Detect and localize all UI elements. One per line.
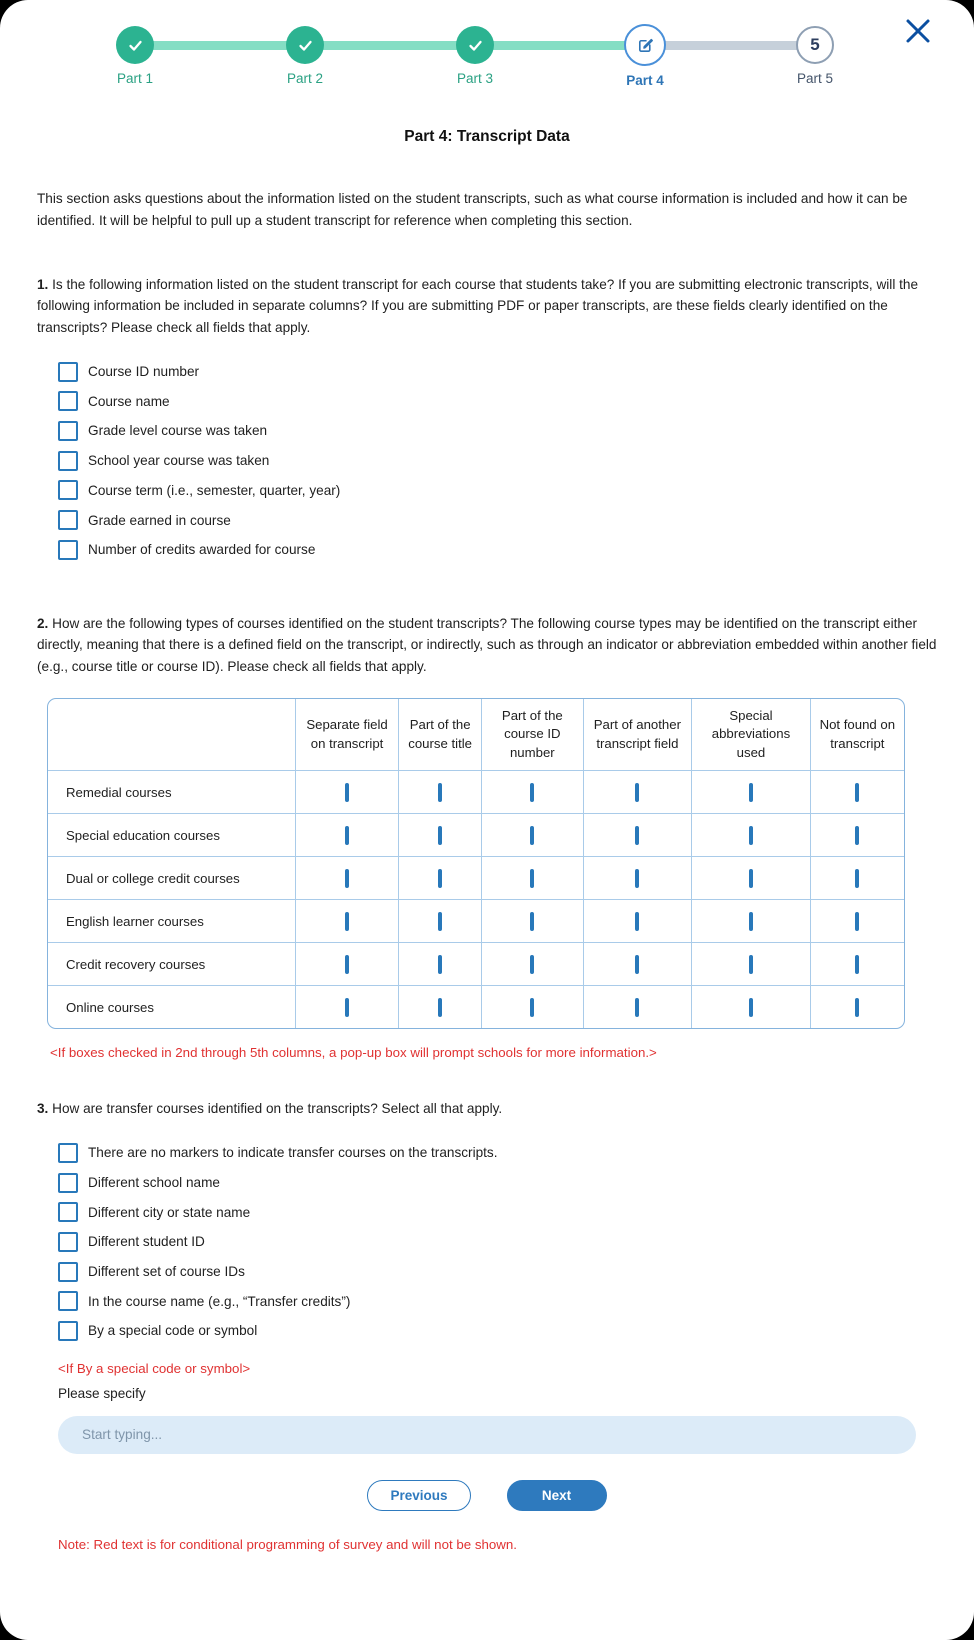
- checkbox[interactable]: [58, 1143, 78, 1163]
- checkbox[interactable]: [635, 783, 639, 802]
- table-cell: [810, 942, 904, 985]
- q1-option: [37, 416, 937, 446]
- course-types-table: [47, 698, 905, 1029]
- checkbox[interactable]: [855, 869, 859, 888]
- q3-option: [37, 1257, 937, 1287]
- column-header: Part of the course title: [398, 699, 481, 770]
- option-label: Different student ID: [88, 1234, 205, 1250]
- checkbox[interactable]: [635, 998, 639, 1017]
- step-number: 5: [810, 35, 820, 54]
- checkbox[interactable]: [438, 998, 442, 1017]
- q3-conditional-note: <If By a special code or symbol>: [58, 1360, 251, 1376]
- step-label: Part 4: [626, 73, 664, 88]
- table-cell: [295, 942, 398, 985]
- check-icon: [296, 36, 315, 55]
- table-cell: [583, 856, 692, 899]
- table-cell: [398, 856, 481, 899]
- q1-option: [37, 505, 937, 535]
- checkbox[interactable]: [58, 391, 78, 411]
- checkbox[interactable]: [58, 540, 78, 560]
- table-cell: [295, 813, 398, 856]
- table-cell: [295, 856, 398, 899]
- checkbox[interactable]: [58, 1173, 78, 1193]
- question-1-number: 1.: [37, 276, 49, 292]
- checkbox[interactable]: [58, 1291, 78, 1311]
- row-label: Online courses: [48, 985, 295, 1028]
- column-header: Not found on transcript: [810, 699, 904, 770]
- table-cell: [691, 985, 809, 1028]
- check-icon: [126, 36, 145, 55]
- checkbox[interactable]: [58, 1262, 78, 1282]
- checkbox[interactable]: [58, 1321, 78, 1341]
- checkbox[interactable]: [855, 783, 859, 802]
- stepper-step-part-4[interactable]: [560, 12, 730, 88]
- table-row: [48, 899, 904, 942]
- table-cell: [481, 899, 582, 942]
- table-cell: [691, 942, 809, 985]
- step-label: Part 1: [116, 71, 154, 86]
- checkbox[interactable]: [438, 955, 442, 974]
- table-cell: [583, 942, 692, 985]
- checkbox[interactable]: [635, 955, 639, 974]
- checkbox[interactable]: [58, 451, 78, 471]
- column-header: Separate field on transcript: [295, 699, 398, 770]
- column-header: Part of the course ID number: [481, 699, 582, 770]
- page-title: Part 4: Transcript Data: [404, 128, 570, 145]
- option-label: Course name: [88, 393, 170, 409]
- option-label: Different city or state name: [88, 1204, 251, 1220]
- table-cell: [583, 899, 692, 942]
- question-1-body: Is the following information listed on the student transcript for each course that students take? If you are submitting electronic transcripts, will the following information be included in separate columns? If you are submitting PDF or paper transcripts, are these fields clearly identified on the transcripts? Please check all fields that apply.: [37, 276, 919, 335]
- q3-option: [37, 1227, 937, 1257]
- checkbox[interactable]: [345, 783, 349, 802]
- q1-option: [37, 476, 937, 506]
- edit-icon: [636, 36, 655, 55]
- question-3-body: How are transfer courses identified on the transcripts? Select all that apply.: [48, 1101, 503, 1117]
- option-label: Grade earned in course: [88, 512, 231, 528]
- table-corner-cell: [48, 699, 295, 770]
- checkbox[interactable]: [58, 480, 78, 500]
- step-complete-circle[interactable]: [116, 26, 154, 64]
- progress-stepper: [0, 12, 974, 92]
- checkbox[interactable]: [58, 362, 78, 382]
- checkbox[interactable]: [438, 912, 442, 931]
- stepper-step-part-2[interactable]: [220, 12, 390, 88]
- checkbox[interactable]: [749, 955, 753, 974]
- table-cell: [810, 899, 904, 942]
- q1-option: [37, 535, 937, 565]
- specify-label: Please specify: [58, 1385, 146, 1401]
- checkbox[interactable]: [530, 826, 534, 845]
- table-cell: [810, 813, 904, 856]
- question-2-number: 2.: [37, 615, 49, 631]
- checkbox[interactable]: [345, 912, 349, 931]
- stepper-step-part-1[interactable]: [50, 12, 220, 88]
- previous-button[interactable]: Previous: [367, 1480, 470, 1511]
- checkbox[interactable]: [749, 826, 753, 845]
- q1-option: [37, 357, 937, 387]
- table-cell: [398, 770, 481, 813]
- option-label: Different school name: [88, 1175, 220, 1191]
- checkbox[interactable]: [438, 869, 442, 888]
- table-cell: [691, 813, 809, 856]
- checkbox[interactable]: [635, 869, 639, 888]
- table-header-row: [48, 699, 904, 770]
- q3-option: [37, 1138, 937, 1168]
- checkbox[interactable]: [635, 826, 639, 845]
- check-icon: [466, 36, 485, 55]
- row-label: Special education courses: [48, 813, 295, 856]
- step-upcoming-circle[interactable]: [796, 26, 834, 64]
- step-label: Part 5: [796, 71, 834, 86]
- checkbox[interactable]: [58, 510, 78, 530]
- table-cell: [691, 770, 809, 813]
- table-cell: [398, 813, 481, 856]
- table-cell: [481, 813, 582, 856]
- step-complete-circle[interactable]: [286, 26, 324, 64]
- checkbox[interactable]: [855, 955, 859, 974]
- intro-text: This section asks questions about the information listed on the student transcripts, such as what course information is included and how it can be identified. It will be helpful to pull up a student transcript for reference when completing this section.: [37, 191, 908, 228]
- q3-option: [37, 1168, 937, 1198]
- option-label: By a special code or symbol: [88, 1323, 258, 1339]
- option-label: Number of credits awarded for course: [88, 542, 316, 558]
- table-cell: [810, 770, 904, 813]
- table-row: [48, 985, 904, 1028]
- specify-input[interactable]: [58, 1416, 916, 1454]
- checkbox[interactable]: [749, 998, 753, 1017]
- table-row: [48, 770, 904, 813]
- table-cell: [810, 856, 904, 899]
- navigation-buttons: [37, 1480, 937, 1511]
- row-label: English learner courses: [48, 899, 295, 942]
- stepper-step-part-3[interactable]: [390, 12, 560, 88]
- q3-option: [37, 1316, 937, 1346]
- table-cell: [691, 856, 809, 899]
- table-cell: [398, 899, 481, 942]
- table-cell: [583, 813, 692, 856]
- table-cell: [583, 985, 692, 1028]
- checkbox[interactable]: [345, 998, 349, 1017]
- checkbox[interactable]: [749, 783, 753, 802]
- table-body: [48, 770, 904, 1028]
- column-header: Part of another transcript field: [583, 699, 692, 770]
- table-cell: [691, 899, 809, 942]
- option-label: Grade level course was taken: [88, 423, 268, 439]
- table-header: [48, 699, 904, 770]
- option-label: School year course was taken: [88, 453, 270, 469]
- checkbox[interactable]: [530, 998, 534, 1017]
- table-cell: [481, 942, 582, 985]
- table-cell: [583, 770, 692, 813]
- checkbox[interactable]: [855, 998, 859, 1017]
- option-label: There are no markers to indicate transfer courses on the transcripts.: [88, 1145, 498, 1161]
- table-cell: [398, 985, 481, 1028]
- q3-option: [37, 1197, 937, 1227]
- checkbox[interactable]: [58, 421, 78, 441]
- row-label: Remedial courses: [48, 770, 295, 813]
- table-cell: [295, 770, 398, 813]
- question-3-text: [37, 1098, 937, 1120]
- footer-note: Note: Red text is for conditional programming of survey and will not be shown.: [58, 1536, 517, 1552]
- checkbox[interactable]: [749, 912, 753, 931]
- close-button[interactable]: [902, 16, 934, 48]
- row-label: Dual or college credit courses: [48, 856, 295, 899]
- checkbox[interactable]: [855, 912, 859, 931]
- checkbox[interactable]: [438, 826, 442, 845]
- checkbox[interactable]: [58, 1202, 78, 1222]
- table-cell: [481, 985, 582, 1028]
- checkbox[interactable]: [58, 1232, 78, 1252]
- option-label: Different set of course IDs: [88, 1264, 245, 1280]
- table-cell: [398, 942, 481, 985]
- checkbox[interactable]: [635, 912, 639, 931]
- question-2-text: [37, 613, 937, 678]
- q3-option: [37, 1286, 937, 1316]
- question-2-body: How are the following types of courses identified on the student transcripts? The following course types may be identified on the transcript either directly, meaning that there is a defined field on the transcript, or indirectly, such as through an indicator or abbreviation embedded within another field (e.g., course title or course ID). Please check all fields that apply.: [37, 615, 937, 675]
- table-cell: [810, 985, 904, 1028]
- question-1-text: [37, 274, 937, 339]
- checkbox[interactable]: [345, 955, 349, 974]
- step-label: Part 2: [286, 71, 324, 86]
- checkbox[interactable]: [530, 912, 534, 931]
- q2-conditional-note: <If boxes checked in 2nd through 5th columns, a pop-up box will prompt schools for more information.>: [50, 1045, 657, 1061]
- step-current-circle[interactable]: [624, 24, 666, 66]
- checkbox[interactable]: [345, 826, 349, 845]
- q1-option: [37, 446, 937, 476]
- table-cell: [481, 856, 582, 899]
- checkbox[interactable]: [530, 955, 534, 974]
- q1-option: [37, 386, 937, 416]
- question-3-options: [37, 1138, 937, 1346]
- step-label: Part 3: [456, 71, 494, 86]
- table-cell: [481, 770, 582, 813]
- column-header: Special abbreviations used: [691, 699, 809, 770]
- question-3-number: 3.: [37, 1101, 49, 1117]
- checkbox[interactable]: [855, 826, 859, 845]
- table-row: [48, 942, 904, 985]
- question-1-options: [37, 357, 937, 565]
- stepper-step-part-5[interactable]: [730, 12, 900, 88]
- checkbox[interactable]: [438, 783, 442, 802]
- table-row: [48, 813, 904, 856]
- checkbox[interactable]: [530, 783, 534, 802]
- checkbox[interactable]: [530, 869, 534, 888]
- checkbox[interactable]: [749, 869, 753, 888]
- table-cell: [295, 899, 398, 942]
- step-complete-circle[interactable]: [456, 26, 494, 64]
- next-button[interactable]: Next: [507, 1480, 607, 1511]
- row-label: Credit recovery courses: [48, 942, 295, 985]
- option-label: In the course name (e.g., “Transfer credits”): [88, 1293, 351, 1309]
- option-label: Course term (i.e., semester, quarter, year): [88, 482, 341, 498]
- stepper-steps: [50, 12, 900, 88]
- checkbox[interactable]: [345, 869, 349, 888]
- option-label: Course ID number: [88, 364, 200, 380]
- table-row: [48, 856, 904, 899]
- table-cell: [295, 985, 398, 1028]
- close-icon: [903, 16, 933, 46]
